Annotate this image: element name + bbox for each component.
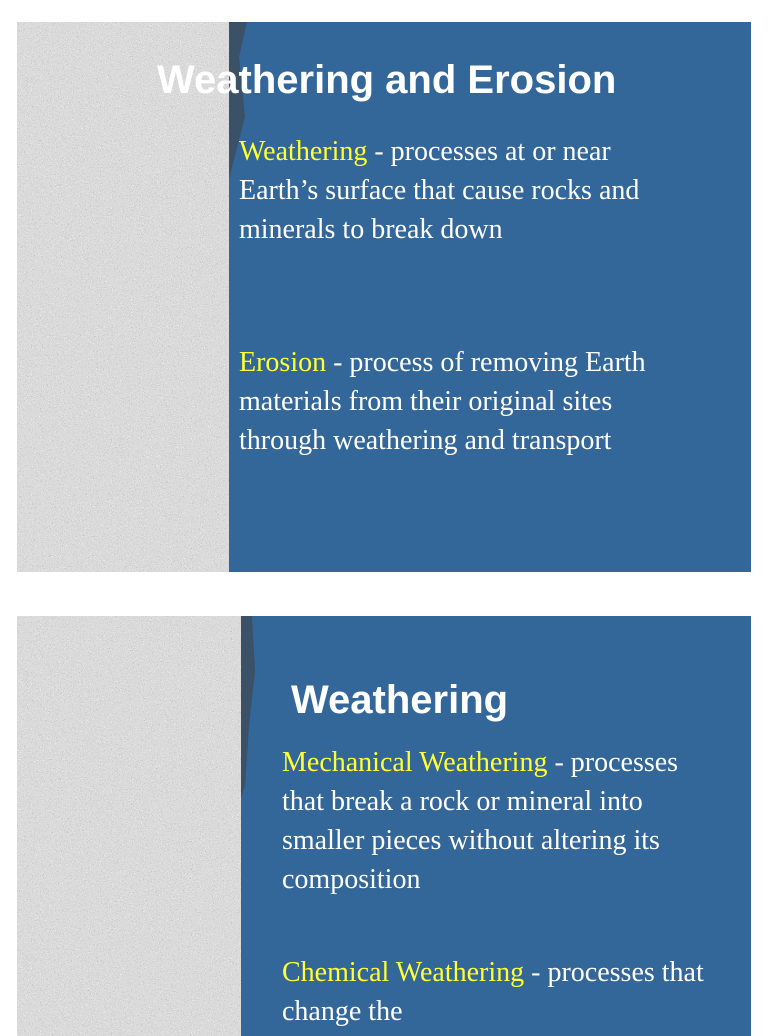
slide-title: Weathering <box>291 678 509 722</box>
term-mechanical-weathering: Mechanical Weathering <box>282 747 548 778</box>
term-weathering: Weathering <box>239 136 368 167</box>
slide-weathering-and-erosion <box>17 22 751 572</box>
granite-rock-edge <box>17 22 751 572</box>
slide-weathering <box>17 616 751 1036</box>
definition-text: - processes that break a rock or mineral into smaller pieces without altering its composition <box>282 747 679 895</box>
definition-text: - process of removing Earth materials from their original sites through weathering and transport <box>239 347 646 456</box>
definition-text: - processes at or near Earth’s surface that cause rocks and minerals to break down <box>239 136 640 245</box>
slide-title: Weathering and Erosion <box>157 58 617 102</box>
definition-text: - processes that change the <box>282 957 704 1027</box>
term-chemical-weathering: Chemical Weathering <box>282 957 525 988</box>
erosion-definition <box>239 343 659 460</box>
mechanical-weathering-definition <box>282 743 722 899</box>
chemical-weathering-definition <box>282 953 722 1031</box>
weathering-definition <box>239 132 659 249</box>
term-erosion: Erosion <box>239 347 327 378</box>
